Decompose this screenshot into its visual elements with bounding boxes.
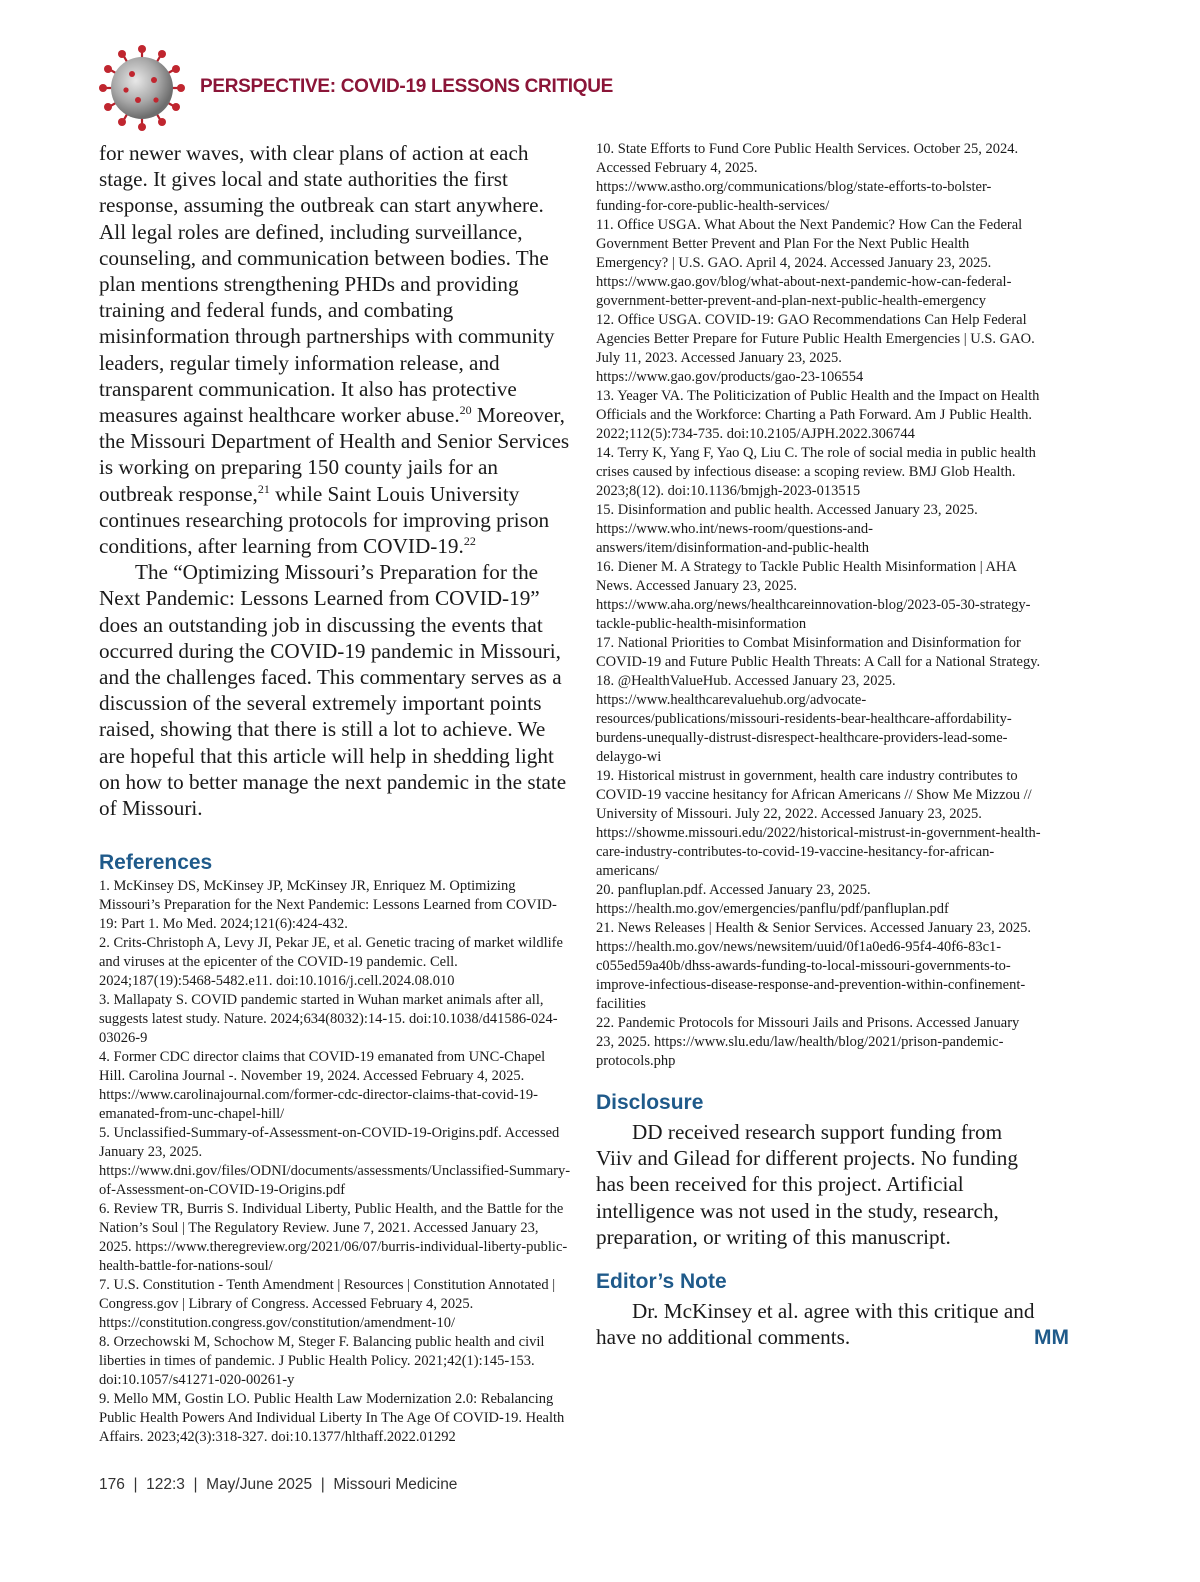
citation-sup: 22 (463, 533, 476, 548)
right-column (596, 140, 1069, 1350)
reference-item: 3. Mallapaty S. COVID pandemic started in Wuhan market animals after all, suggests latest study. Nature. 2024;634(8032):14-15. doi:10.1038/d41586-024-03026-9 (99, 992, 558, 1047)
reference-item: 10. State Efforts to Fund Core Public Health Services. October 25, 2024. Accessed February 4, 2025. https://www.astho.org/communications/blog/state-efforts-to-bolster-funding-for-core-public-health-services/ (596, 141, 1019, 214)
reference-list (99, 877, 574, 1447)
body-text-b: Moreover, the Missouri Department of Health and Senior Services is working on preparing 150 county jails for an outbreak response, (99, 403, 570, 506)
reference-item: 19. Historical mistrust in government, health care industry contributes to COVID-19 vaccine hesitancy for African Americans // Show Me Mizzou // University of Missouri. July 22, 2022. Accessed January 23, 2025. https://showme.missouri.edu/2022/historical-mistrust-in-government-health-care-industry-contributes-to-covid-19-vaccine-hesitancy-for-african-americans/ (596, 768, 1041, 879)
end-mark: MM (1034, 1326, 1069, 1350)
reference-item: 14. Terry K, Yang F, Yao Q, Liu C. The role of social media in public health crises caused by infectious disease: a scoping review. BMJ Glob Health. 2023;8(12). doi:10.1136/bmjgh-2023-013515 (596, 445, 1036, 499)
reference-item: 5. Unclassified-Summary-of-Assessment-on-COVID-19-Origins.pdf. Accessed January 23, 2025. https://www.dni.gov/files/ODNI/documents/assessments/Unclassified-Summary-of-Assessment-on-COVID-19-Origins.pdf (99, 1125, 571, 1199)
body-paragraph-1 (99, 140, 574, 559)
disclosure-heading: Disclosure (596, 1091, 704, 1114)
coronavirus-icon (98, 44, 186, 132)
reference-item: 9. Mello MM, Gostin LO. Public Health Law Modernization 2.0: Rebalancing Public Health Powers And Individual Liberty In The Age Of COVID-19. Health Affairs. 2023;42(3):318-327. doi:10.1377/hlthaff.2022.01292 (99, 1391, 565, 1446)
reference-item: 17. National Priorities to Combat Misinformation and Disinformation for COVID-19 and Future Public Health Threats: A Call for a National Strategy. (596, 635, 1041, 670)
page-header (98, 44, 798, 134)
reference-item: 22. Pandemic Protocols for Missouri Jails and Prisons. Accessed January 23, 2025. https://www.slu.edu/law/health/blog/2021/prison-pandemic-protocols.php (596, 1015, 1020, 1069)
page-footer: 176 | 122:3 | May/June 2025 | Missouri Medicine (99, 1476, 458, 1493)
citation-sup: 20 (459, 402, 472, 417)
reference-item: 13. Yeager VA. The Politicization of Public Health and the Impact on Health Officials and the Workforce: Charting a Path Forward. Am J Public Health. 2022;112(5):734-735. doi:10.2105/AJPH.2022.306744 (596, 388, 1040, 442)
body-paragraph-2: The “Optimizing Missouri’s Preparation for the Next Pandemic: Lessons Learned from COVID-19” does an outstanding job in discussing the events that occurred during the COVID-19 pandemic in Missouri, and the challenges faced. This commentary serves as a discussion of the several extremely important points raised, showing that there is still a lot to achieve. We are hopeful that this article will help in shedding light on how to better manage the next pandemic in the state of Missouri. (99, 560, 567, 821)
reference-item: 20. panfluplan.pdf. Accessed January 23, 2025. https://health.mo.gov/emergencies/panflu/pdf/panfluplan.pdf (596, 882, 949, 917)
reference-item: 21. News Releases | Health & Senior Services. Accessed January 23, 2025. https://health.mo.gov/news/newsitem/uuid/0f1a0ed6-95f4-40f6-83c1-c055ed59a40b/dhss-awards-funding-to-local-missouri-governments-to-improve-infectious-disease-response-and-prevention-within-confinement-facilities (596, 920, 1031, 1012)
left-column (99, 140, 574, 1447)
editors-note-heading: Editor’s Note (596, 1270, 727, 1294)
reference-item: 15. Disinformation and public health. Accessed January 23, 2025. https://www.who.int/news-room/questions-and-answers/item/disinformation-and-public-health (596, 502, 978, 556)
editors-note (596, 1298, 1069, 1350)
reference-item: 7. U.S. Constitution - Tenth Amendment | Resources | Constitution Annotated | Congress.gov | Library of Congress. Accessed February 4, 2025. https://constitution.congress.gov/constitution/amendment-10/ (99, 1277, 556, 1332)
reference-item: 16. Diener M. A Strategy to Tackle Public Health Misinformation | AHA News. Accessed January 23, 2025. https://www.aha.org/news/healthcareinnovation-blog/2023-05-30-strategy-tackle-public-health-misinformation (596, 559, 1031, 632)
citation-sup: 21 (257, 481, 270, 496)
body-text-c: while Saint Louis University continues researching protocols for improving prison conditions, after learning from COVID-19. (99, 481, 550, 559)
reference-item: 2. Crits-Christoph A, Levy JI, Pekar JE, et al. Genetic tracing of market wildlife and viruses at the epicenter of the COVID-19 pandemic. Cell. 2024;187(19):5468-5482.e11. doi:10.1016/j.cell.2024.08.010 (99, 935, 563, 990)
reference-item: 11. Office USGA. What About the Next Pandemic? How Can the Federal Government Better Prevent and Plan For the Next Public Health Emergency? | U.S. GAO. April 4, 2024. Accessed January 23, 2025. https://www.gao.gov/blog/what-about-next-pandemic-how-can-federal-government-better-prevent-and-plan-next-public-health-emergency (596, 217, 1023, 309)
reference-item: 8. Orzechowski M, Schochow M, Steger F. Balancing public health and civil liberties in times of pandemic. J Public Health Policy. 2021;42(1):145-153. doi:10.1057/s41271-020-00261-y (99, 1334, 545, 1389)
body-text-a: for newer waves, with clear plans of action at each stage. It gives local and state authorities the first response, assuming the outbreak can start anywhere. All legal roles are defined, including surveillance, counseling, and communication between bodies. The plan mentions strengthening PHDs and providing training and federal funds, and combating misinformation through partnerships with community leaders, regular timely information release, and transparent communication. It also has protective measures against healthcare worker abuse. (99, 141, 555, 428)
editors-note-text: Dr. McKinsey et al. agree with this critique and have no additional comments. (596, 1299, 1035, 1350)
references-heading: References (99, 851, 213, 875)
reference-list-continued (596, 140, 1041, 1071)
reference-item: 1. McKinsey DS, McKinsey JP, McKinsey JR, Enriquez M. Optimizing Missouri’s Preparation for the Next Pandemic: Lessons Learned from COVID-19: Part 1. Mo Med. 2024;121(6):424-432. (99, 878, 557, 933)
disclosure-text: DD received research support funding from Viiv and Gilead for different projects. No funding has been received for this project. Artificial intelligence was not used in the study, research, preparation, or writing of this manuscript. (596, 1120, 1018, 1249)
reference-item: 12. Office USGA. COVID-19: GAO Recommendations Can Help Federal Agencies Better Prepare for Future Public Health Emergencies | U.S. GAO. July 11, 2023. Accessed January 23, 2025. https://www.gao.gov/products/gao-23-106554 (596, 312, 1035, 385)
section-label: PERSPECTIVE: COVID-19 LESSONS CRITIQUE (200, 76, 614, 97)
reference-item: 18. @HealthValueHub. Accessed January 23, 2025. https://www.healthcarevaluehub.org/advocate-resources/publications/missouri-residents-bear-healthcare-affordability-burdens-unequally-distrust-disrespect-healthcare-providers-lead-some-delaygo-wi (596, 673, 1012, 765)
reference-item: 4. Former CDC director claims that COVID-19 emanated from UNC-Chapel Hill. Carolina Journal -. November 19, 2024. Accessed February 4, 2025. https://www.carolinajournal.com/former-cdc-director-claims-that-covid-19-emanated-from-unc-chapel-hill/ (99, 1049, 546, 1123)
reference-item: 6. Review TR, Burris S. Individual Liberty, Public Health, and the Battle for the Nation’s Soul | The Regulatory Review. June 7, 2021. Accessed January 23, 2025. https://www.theregreview.org/2021/06/07/burris-individual-liberty-public-health-battle-for-nations-soul/ (99, 1201, 568, 1275)
